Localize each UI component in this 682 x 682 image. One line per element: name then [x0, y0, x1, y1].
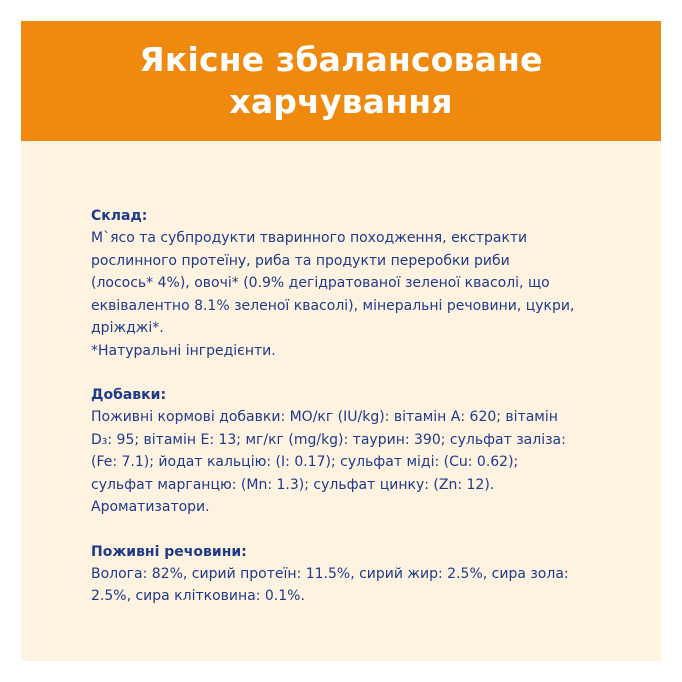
additives-text: Поживні кормові добавки: МО/кг (IU/kg): вітамін А: 620; вітамін D₃: 95; вітамін Е: 13; мг/кг (mg/kg): таурин: 390; сульфат заліза: (Fe: 7.1); йодат кальцію: (I: 0.17); сульфат міді: (Cu: 0.62); сульфат марганцю: (Mn: 1.3); сульфат цинку: (Zn: 12). Ароматизатори.: [91, 409, 566, 515]
info-card: [21, 21, 661, 661]
section-additives: [91, 384, 621, 519]
nutrients-text: Вологa: 82%, сирий протеїн: 11.5%, сирий жир: 2.5%, сира зола: 2.5%, сира клітковина: 0.1%.: [91, 565, 569, 604]
content-body: [91, 205, 621, 630]
section-nutrients: [91, 541, 621, 608]
section-composition: [91, 205, 621, 362]
page-title: Якісне збалансоване харчування: [139, 40, 543, 121]
nutrients-heading: Поживні речовини:: [91, 543, 247, 560]
composition-heading: Склад:: [91, 208, 148, 224]
additives-heading: Добавки:: [91, 387, 167, 403]
composition-text: М`ясо та субпродукти тваринного походження, екстракти рослинного протеїну, риба та продукти переробки риби (лосось* 4%), овочі* (0.9% дегідратованої зеленої квасолі, що еквівалентно 8.1% зеленої квасолі), мінеральні речовини, цукри, дріжджі*. *Натуральні інгредієнти.: [91, 230, 575, 359]
header-banner: [21, 21, 661, 141]
